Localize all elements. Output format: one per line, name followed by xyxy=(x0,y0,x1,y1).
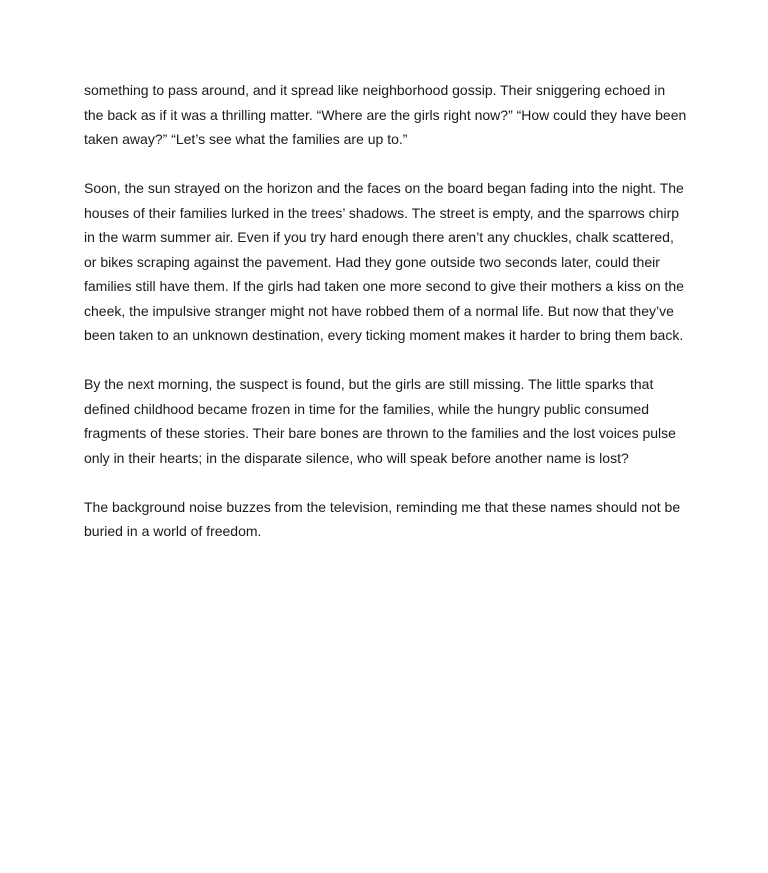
paragraph: Soon, the sun strayed on the horizon and the faces on the board began fading into the night. The houses of their families lurked in the trees’ shadows. The street is empty, and the sparrows chirp in the warm summer air. Even if you try hard enough there aren’t any chuckles, chalk scattered, or bikes scraping against the pavement. Had they gone outside two seconds later, could their families still have them. If the girls had taken one more second to give their mothers a kiss on the cheek, the impulsive stranger might not have robbed them of a normal life. But now that they’ve been taken to an unknown destination, every ticking moment makes it harder to bring them back. xyxy=(84,180,684,343)
document-body xyxy=(84,78,688,568)
paragraph: By the next morning, the suspect is found, but the girls are still missing. The little sparks that defined childhood became frozen in time for the families, while the hungry public consumed fragments of these stories. Their bare bones are thrown to the families and the lost voices pulse only in their hearts; in the disparate silence, who will speak before another name is lost? xyxy=(84,376,676,466)
paragraph: something to pass around, and it spread like neighborhood gossip. Their sniggering echoed in the back as if it was a thrilling matter. “Where are the girls right now?” “How could they have been taken away?” “Let’s see what the families are up to.” xyxy=(84,82,687,147)
paragraph: The background noise buzzes from the television, reminding me that these names should not be buried in a world of freedom. xyxy=(84,498,681,539)
